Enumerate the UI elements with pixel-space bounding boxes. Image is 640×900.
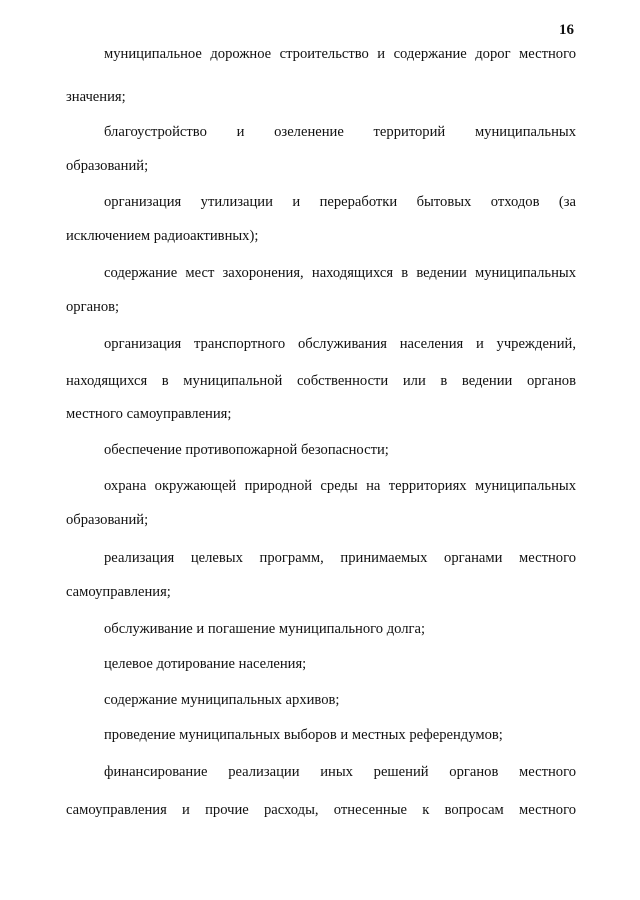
text-line: образований;: [66, 158, 149, 174]
text-line: организация утилизации и переработки бытовых отходов (за: [104, 194, 576, 210]
text-line: местного самоуправления;: [66, 406, 232, 422]
text-line: проведение муниципальных выборов и местных референдумов;: [104, 727, 503, 743]
text-line: целевое дотирование населения;: [104, 656, 307, 672]
text-line: находящихся в муниципальной собственности или в ведении органов: [66, 373, 576, 389]
text-line: самоуправления;: [66, 584, 171, 600]
text-line: муниципальное дорожное строительство и содержание дорог местного: [104, 46, 576, 62]
text-line: образований;: [66, 512, 149, 528]
text-line: обеспечение противопожарной безопасности;: [104, 442, 389, 458]
text-line: органов;: [66, 299, 120, 315]
text-line: реализация целевых программ, принимаемых органами местного: [104, 550, 576, 566]
text-line: благоустройство и озеленение территорий муниципальных: [104, 124, 576, 140]
text-line: охрана окружающей природной среды на территориях муниципальных: [104, 478, 576, 494]
text-line: самоуправления и прочие расходы, отнесенные к вопросам местного: [66, 802, 576, 818]
page-number: 16: [559, 22, 574, 38]
text-line: значения;: [66, 89, 126, 105]
text-line: финансирование реализации иных решений органов местного: [104, 764, 576, 780]
text-line: организация транспортного обслуживания населения и учреждений,: [104, 336, 576, 352]
text-line: содержание мест захоронения, находящихся в ведении муниципальных: [104, 265, 576, 281]
text-line: обслуживание и погашение муниципального долга;: [104, 621, 426, 637]
text-line: исключением радиоактивных);: [66, 228, 259, 244]
text-line: содержание муниципальных архивов;: [104, 692, 340, 708]
